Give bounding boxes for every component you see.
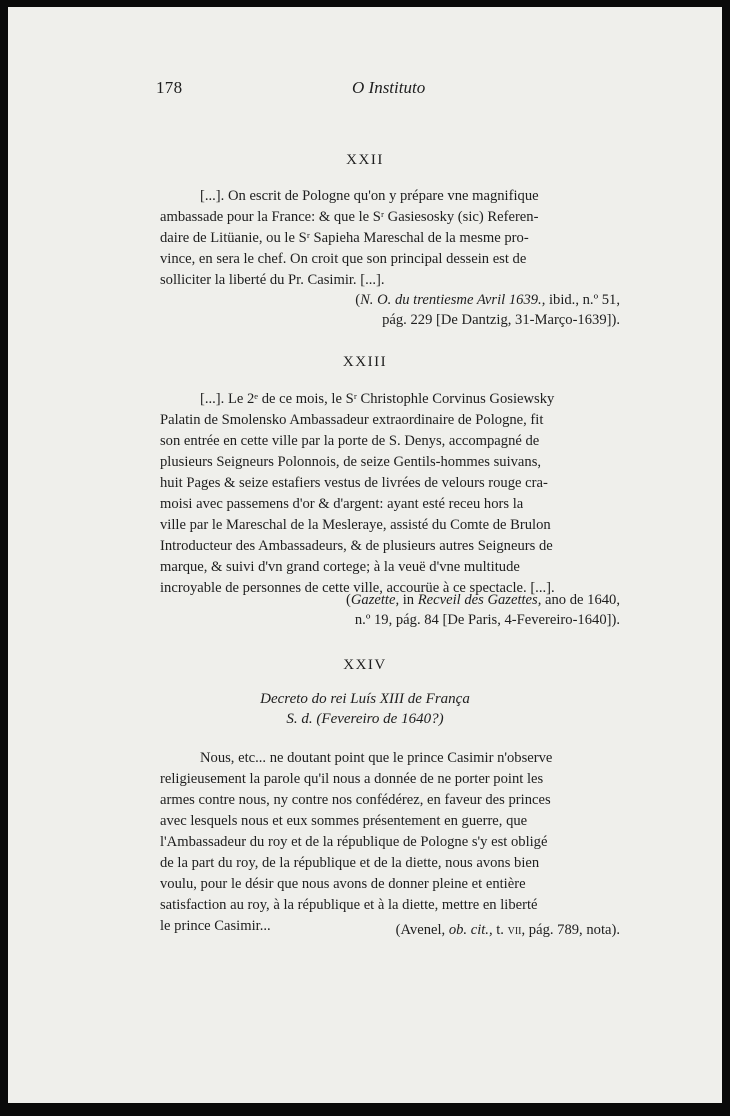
citation-volume: vii — [507, 922, 522, 938]
section-xxiii-paragraph — [160, 389, 620, 599]
paragraph-line: [...]. On escrit de Pologne qu'on y prépare vne magnifique — [200, 188, 539, 204]
citation-text: (Avenel, — [395, 922, 449, 938]
citation-text: ( — [346, 592, 351, 608]
citation-text: ( — [355, 292, 361, 308]
section-heading-xxii: XXII — [346, 152, 384, 168]
decree-date: S. d. (Fevereiro de 1640?) — [286, 711, 444, 727]
citation-source-2: Recveil des Gazettes, — [417, 592, 542, 608]
section-heading-xxiv: XXIV — [343, 657, 387, 673]
citation-line-1 — [355, 290, 620, 310]
page-number: 178 — [156, 78, 183, 97]
paragraph-line: satisfaction au roy, à la république et à la diette, mettre en liberté — [160, 897, 538, 913]
paragraph-line: solliciter la liberté du Pr. Casimir. [...]. — [160, 272, 385, 288]
section-xxiv-citation — [396, 920, 620, 940]
section-xxii-paragraph — [160, 186, 620, 291]
citation-text: , ibid., n.º 51, — [541, 292, 620, 308]
section-heading-xxiii: XXIII — [342, 354, 388, 370]
paragraph-line: huit Pages & seize estafiers vestus de livrées de velours rouge cra- — [160, 475, 548, 491]
paragraph-line: daire de Litüanie, ou le Sʳ Sapieha Mareschal de la mesme pro- — [160, 230, 529, 246]
citation-source: ob. cit., — [448, 922, 493, 938]
citation-line-1 — [346, 590, 620, 610]
section-xxiv-paragraph — [160, 748, 620, 937]
citation-source: Gazette, — [350, 592, 400, 608]
paragraph-line: armes contre nous, ny contre nos confédérez, en faveur des princes — [160, 792, 551, 808]
paragraph-line: Palatin de Smolensko Ambassadeur extraordinaire de Pologne, fit — [160, 412, 544, 428]
paragraph-line: religieusement la parole qu'il nous a donnée de ne porter point les — [160, 771, 544, 787]
paragraph-line: le prince Casimir... — [160, 918, 271, 934]
paragraph-line: ambassade pour la France: & que le Sʳ Gasiesosky (sic) Referen- — [160, 209, 539, 225]
decree-title: Decreto do rei Luís XIII de França — [260, 691, 470, 707]
citation-text: , pág. 789, nota). — [521, 922, 620, 938]
citation-line-1 — [396, 920, 620, 940]
citation-source: N. O. du trentiesme Avril 1639. — [360, 292, 542, 308]
section-xxiii-citation — [346, 590, 620, 630]
paragraph-line: incroyable de personnes de cette ville, accourüe à ce spectacle. [...]. — [160, 580, 555, 596]
scanned-page — [8, 7, 722, 1103]
citation-text: t. — [492, 922, 508, 938]
paragraph-line: plusieurs Seigneurs Polonnois, de seize Gentils-hommes suivans, — [160, 454, 542, 470]
citation-text: in — [399, 592, 418, 608]
paragraph-line: avec lesquels nous et eux sommes présentement en guerre, que — [160, 813, 528, 829]
paragraph-line: [...]. Le 2ᵉ de ce mois, le Sʳ Christophle Corvinus Gosiewsky — [200, 391, 555, 407]
paragraph-line: marque, & suivi d'vn grand cortege; à la veuë d'vne multitude — [160, 559, 520, 575]
paragraph-line: Nous, etc... ne doutant point que le prince Casimir n'observe — [200, 750, 553, 766]
citation-line-2: n.º 19, pág. 84 [De Paris, 4-Fevereiro-1640]). — [354, 612, 620, 628]
paragraph-line: vince, en sera le chef. On croit que son principal dessein est de — [160, 251, 527, 267]
running-head-title: O Instituto — [352, 78, 426, 97]
section-xxii-citation — [355, 290, 620, 330]
citation-line-2: pág. 229 [De Dantzig, 31-Março-1639]). — [382, 312, 620, 328]
paragraph-line: ville par le Mareschal de la Mesleraye, assisté du Comte de Brulon — [160, 517, 551, 533]
paragraph-line: moisi avec passemens d'or & d'argent: ayant esté receu hors la — [160, 496, 524, 512]
paragraph-line: son entrée en cette ville par la porte de S. Denys, accompagné de — [160, 433, 540, 449]
citation-text: ano de 1640, — [541, 592, 620, 608]
paragraph-line: voulu, pour le désir que nous avons de donner pleine et entière — [160, 876, 526, 892]
paragraph-line: l'Ambassadeur du roy et de la république de Pologne s'y est obligé — [160, 834, 548, 850]
paragraph-line: de la part du roy, de la république et de la diette, nous avons bien — [160, 855, 540, 871]
paragraph-line: Introducteur des Ambassadeurs, & de plusieurs autres Seigneurs de — [160, 538, 553, 554]
